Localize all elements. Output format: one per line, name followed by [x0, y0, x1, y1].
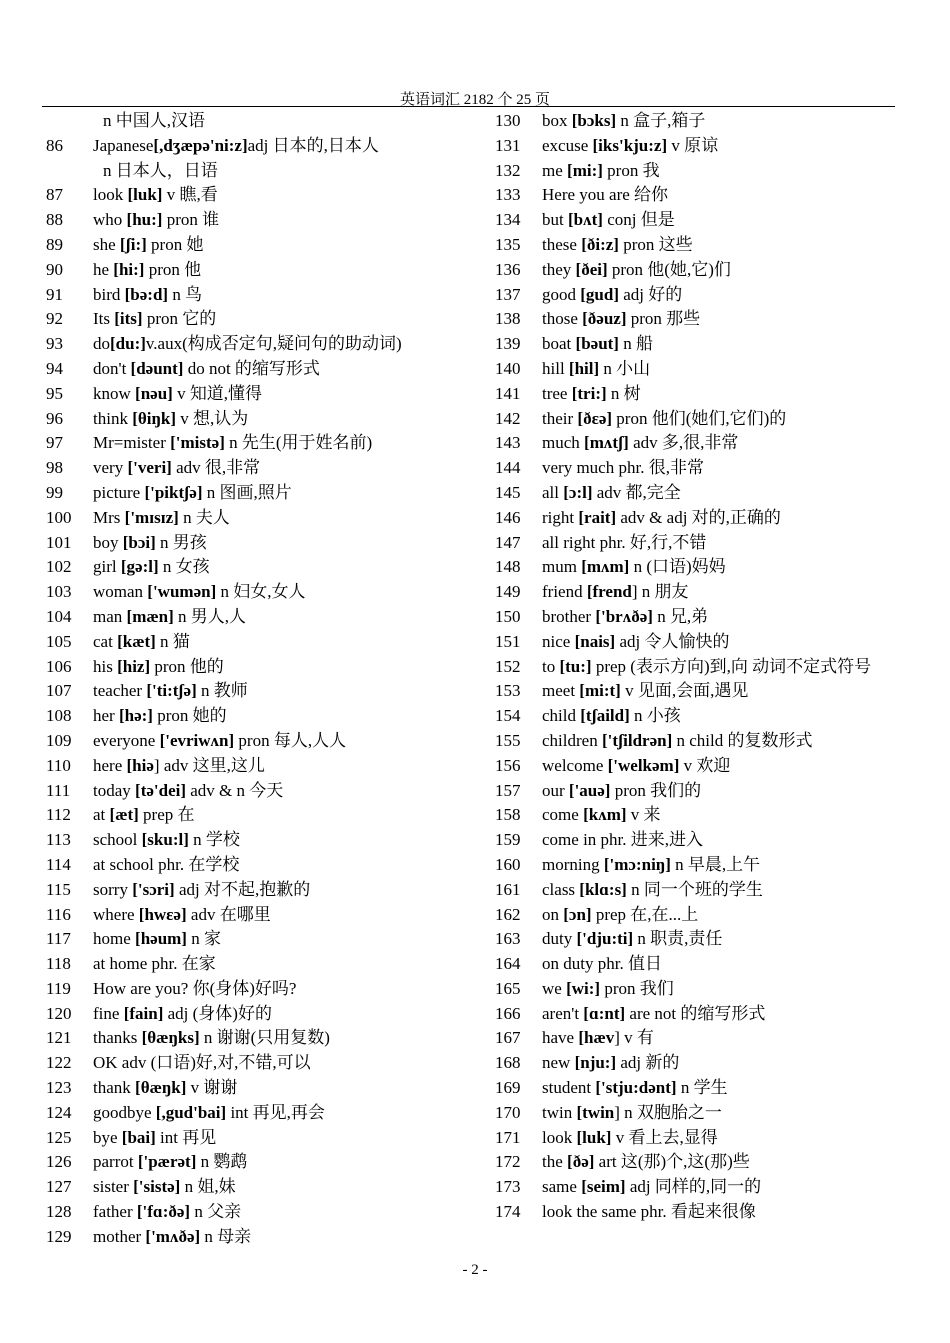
- entry-text: very much phr. 很,非常: [542, 458, 704, 478]
- entry-text: her [hə:] pron 她的: [93, 706, 227, 726]
- entry-number: 89: [46, 234, 63, 254]
- entry-number: 99: [46, 482, 63, 502]
- vocab-entry: [46, 357, 486, 382]
- entry-number: 127: [46, 1177, 72, 1197]
- vocab-entry: [495, 1026, 905, 1051]
- entry-text: n 日本人，日语: [103, 160, 218, 180]
- entry-number: 93: [46, 334, 63, 354]
- entry-text: at home phr. 在家: [93, 954, 216, 974]
- entry-text: class [klɑ:s] n 同一个班的学生: [542, 879, 763, 899]
- entry-number: 160: [495, 854, 521, 874]
- entry-number: 151: [495, 631, 521, 651]
- vocab-entry: [46, 283, 486, 308]
- entry-number: 111: [46, 780, 71, 800]
- vocab-entry: [495, 531, 905, 556]
- entry-text: don't [dəunt] do not 的缩写形式: [93, 358, 320, 378]
- entry-text: tree [tri:] n 树: [542, 383, 641, 403]
- vocab-entry: [495, 1076, 905, 1101]
- entry-number: 144: [495, 458, 521, 478]
- entry-text: meet [mi:t] v 见面,会面,遇见: [542, 681, 749, 701]
- entry-text: bye [bai] int 再见: [93, 1127, 217, 1147]
- entry-number: 149: [495, 582, 521, 602]
- entry-number: 172: [495, 1152, 521, 1172]
- entry-text: everyone ['evriwʌn] pron 每人,人人: [93, 730, 347, 750]
- entry-text: the [ðə] art 这(那)个,这(那)些: [542, 1152, 750, 1172]
- entry-number: 162: [495, 904, 521, 924]
- entry-number: 121: [46, 1028, 72, 1048]
- right-column: [495, 109, 905, 1225]
- vocab-entry: [46, 307, 486, 332]
- vocab-entry: [495, 456, 905, 481]
- entry-text: man [mæn] n 男人,人: [93, 606, 246, 626]
- entry-text: Here you are 给你: [542, 185, 669, 205]
- entry-number: 98: [46, 458, 63, 478]
- entry-number: 163: [495, 929, 521, 949]
- vocab-entry: [46, 853, 486, 878]
- vocab-entry: [495, 952, 905, 977]
- entry-number: 140: [495, 358, 521, 378]
- entry-text: sorry ['sɔri] adj 对不起,抱歉的: [93, 879, 311, 899]
- vocab-entry: [495, 580, 905, 605]
- entry-number: 148: [495, 557, 521, 577]
- vocab-entry: [46, 605, 486, 630]
- entry-text: at school phr. 在学校: [93, 854, 240, 874]
- entry-number: 168: [495, 1053, 521, 1073]
- vocab-entry: [46, 1076, 486, 1101]
- vocab-entry: [495, 1051, 905, 1076]
- vocab-entry: [46, 481, 486, 506]
- entry-number: 166: [495, 1003, 521, 1023]
- entry-number: [46, 159, 93, 184]
- vocab-entry: [46, 878, 486, 903]
- entry-number: 154: [495, 706, 521, 726]
- entry-number: 105: [46, 631, 72, 651]
- vocab-entry: [495, 853, 905, 878]
- entry-number: 164: [495, 954, 521, 974]
- entry-number: 122: [46, 1053, 72, 1073]
- vocab-entry: [46, 531, 486, 556]
- vocab-entry: [46, 754, 486, 779]
- vocab-entry: [495, 1200, 905, 1225]
- entry-number: 90: [46, 259, 63, 279]
- entry-text: look [luk] v 瞧,看: [93, 185, 218, 205]
- vocab-entry: [495, 431, 905, 456]
- entry-text: at [æt] prep 在: [93, 805, 195, 825]
- entry-text: come [kʌm] v 来: [542, 805, 661, 825]
- entry-number: 130: [495, 111, 521, 130]
- vocab-entry: [46, 1002, 486, 1027]
- entry-number: 171: [495, 1127, 521, 1147]
- vocab-entry: [495, 283, 905, 308]
- entry-number: 101: [46, 532, 72, 552]
- entry-number: 147: [495, 532, 521, 552]
- entry-number: 165: [495, 978, 521, 998]
- entry-text: thanks [θæŋks] n 谢谢(只用复数): [93, 1028, 330, 1048]
- entry-text: our ['auə] pron 我们的: [542, 780, 702, 800]
- entry-number: 145: [495, 482, 521, 502]
- entry-number: 91: [46, 284, 63, 304]
- entry-text: same [seim] adj 同样的,同一的: [542, 1177, 762, 1197]
- entry-text: his [hiz] pron 他的: [93, 656, 224, 676]
- entry-text: all right phr. 好,行,不错: [542, 532, 707, 552]
- vocab-entry: [495, 407, 905, 432]
- vocab-entry: [46, 134, 486, 159]
- entry-text: home [həum] n 家: [93, 929, 221, 949]
- entry-text: girl [gə:l] n 女孩: [93, 557, 210, 577]
- left-column: [46, 109, 486, 1250]
- entry-number: 107: [46, 681, 72, 701]
- vocab-entry: [46, 977, 486, 1002]
- entry-number: 128: [46, 1202, 72, 1222]
- vocab-entry: [495, 630, 905, 655]
- header-rule: [42, 106, 895, 107]
- entry-number: 124: [46, 1102, 72, 1122]
- entry-text: friend [frend] n 朋友: [542, 582, 689, 602]
- vocab-entry: [46, 208, 486, 233]
- vocab-entry: [46, 630, 486, 655]
- entry-number: 152: [495, 656, 521, 676]
- vocab-entry: [46, 159, 486, 184]
- vocab-entry: [46, 109, 486, 134]
- vocab-entry: [495, 779, 905, 804]
- entry-text: fine [fain] adj (身体)好的: [93, 1003, 272, 1023]
- entry-text: those [ðəuz] pron 那些: [542, 309, 701, 329]
- entry-text: father ['fɑ:ðə] n 父亲: [93, 1202, 242, 1222]
- vocab-entry: [495, 183, 905, 208]
- entry-number: 92: [46, 309, 63, 329]
- entry-text: box [bɔks] n 盒子,箱子: [542, 111, 706, 130]
- entry-text: who [hu:] pron 谁: [93, 210, 220, 230]
- vocab-entry: [495, 1101, 905, 1126]
- entry-number: 96: [46, 408, 63, 428]
- entry-text: he [hi:] pron 他: [93, 259, 202, 279]
- entry-number: 109: [46, 730, 72, 750]
- vocab-entry: [495, 555, 905, 580]
- entry-text: bird [bə:d] n 鸟: [93, 284, 203, 304]
- vocab-entry: [495, 134, 905, 159]
- entry-text: cat [kæt] n 猫: [93, 631, 190, 651]
- entry-number: [46, 109, 93, 134]
- entry-number: 103: [46, 582, 72, 602]
- entry-text: nice [nais] adj 令人愉快的: [542, 631, 730, 651]
- entry-text: child [tʃaild] n 小孩: [542, 706, 681, 726]
- entry-number: 116: [46, 904, 71, 924]
- entry-number: 125: [46, 1127, 72, 1147]
- entry-text: thank [θæŋk] v 谢谢: [93, 1078, 238, 1098]
- entry-number: 114: [46, 854, 71, 874]
- vocab-entry: [46, 679, 486, 704]
- entry-text: boat [bəut] n 船: [542, 334, 653, 354]
- entry-number: 129: [46, 1226, 72, 1246]
- vocab-entry: [46, 431, 486, 456]
- entry-number: 133: [495, 185, 521, 205]
- entry-text: Mr=mister ['mistə] n 先生(用于姓名前): [93, 433, 373, 453]
- vocab-entry: [495, 803, 905, 828]
- entry-text: good [gud] adj 好的: [542, 284, 683, 304]
- entry-number: 139: [495, 334, 521, 354]
- entry-number: 150: [495, 606, 521, 626]
- entry-text: woman ['wumən] n 妇女,女人: [93, 582, 306, 602]
- vocab-entry: [46, 1225, 486, 1250]
- entry-text: picture ['piktʃə] n 图画,照片: [93, 482, 292, 502]
- vocab-entry: [495, 357, 905, 382]
- vocab-entry: [46, 456, 486, 481]
- entry-text: children ['tʃildrən] n child 的复数形式: [542, 730, 813, 750]
- vocab-entry: [46, 258, 486, 283]
- entry-number: 161: [495, 879, 521, 899]
- vocab-entry: [495, 307, 905, 332]
- vocab-entry: [495, 605, 905, 630]
- vocab-entry: [495, 258, 905, 283]
- page-number: - 2 -: [462, 1262, 488, 1278]
- vocab-entry: [46, 1126, 486, 1151]
- vocab-entry: [46, 655, 486, 680]
- entry-number: 131: [495, 135, 521, 155]
- vocab-entry: [46, 1026, 486, 1051]
- entry-number: 134: [495, 210, 521, 230]
- vocab-entry: [495, 1126, 905, 1151]
- entry-text: they [ðei] pron 他(她,它)们: [542, 259, 731, 279]
- vocab-entry: [495, 828, 905, 853]
- vocab-entry: [495, 977, 905, 1002]
- vocab-entry: [46, 506, 486, 531]
- entry-text: hill [hil] n 小山: [542, 358, 651, 378]
- entry-number: 146: [495, 507, 521, 527]
- vocab-entry: [46, 382, 486, 407]
- entry-number: 120: [46, 1003, 72, 1023]
- entry-text: these [ði:z] pron 这些: [542, 234, 693, 254]
- vocab-entry: [46, 332, 486, 357]
- entry-number: 88: [46, 210, 63, 230]
- entry-number: 155: [495, 730, 521, 750]
- entry-text: very ['veri] adv 很,非常: [93, 458, 261, 478]
- entry-number: 157: [495, 780, 521, 800]
- entry-text: know [nəu] v 知道,懂得: [93, 383, 263, 403]
- entry-text: brother ['brʌðə] n 兄,弟: [542, 606, 709, 626]
- entry-number: 142: [495, 408, 521, 428]
- entry-text: much [mʌtʃ] adv 多,很,非常: [542, 433, 739, 453]
- entry-text: to [tu:] prep (表示方向)到,向 动词不定式符号: [542, 656, 872, 676]
- entry-text: n 中国人,汉语: [103, 111, 205, 130]
- entry-number: 156: [495, 755, 521, 775]
- entry-text: twin [twin] n 双胞胎之一: [542, 1102, 722, 1122]
- vocab-entry: [46, 233, 486, 258]
- entry-text: on duty phr. 值日: [542, 954, 662, 974]
- vocab-entry: [495, 109, 905, 134]
- entry-number: 141: [495, 383, 521, 403]
- vocab-entry: [495, 1002, 905, 1027]
- entry-text: look [luk] v 看上去,显得: [542, 1127, 718, 1147]
- entry-number: 95: [46, 383, 63, 403]
- entry-text: duty ['dju:ti] n 职责,责任: [542, 929, 723, 949]
- entry-text: here [hiə] adv 这里,这儿: [93, 755, 265, 775]
- vocab-entry: [495, 655, 905, 680]
- vocab-entry: [46, 1051, 486, 1076]
- entry-number: 123: [46, 1078, 72, 1098]
- entry-number: 97: [46, 433, 63, 453]
- entry-text: look the same phr. 看起来很像: [542, 1202, 756, 1222]
- vocab-entry: [46, 183, 486, 208]
- entry-text: on [ɔn] prep 在,在...上: [542, 904, 699, 924]
- entry-text: How are you? 你(身体)好吗?: [93, 978, 297, 998]
- vocab-entry: [495, 754, 905, 779]
- entry-text: we [wi:] pron 我们: [542, 978, 674, 998]
- entry-text: Mrs ['mɪsɪz] n 夫人: [93, 507, 230, 527]
- entry-text: school [sku:l] n 学校: [93, 830, 240, 850]
- vocab-entry: [46, 729, 486, 754]
- entry-number: 135: [495, 234, 521, 254]
- entry-text: mother ['mʌðə] n 母亲: [93, 1226, 252, 1246]
- vocab-entry: [495, 382, 905, 407]
- entry-text: boy [bɔi] n 男孩: [93, 532, 207, 552]
- entry-text: today [tə'dei] adv & n 今天: [93, 780, 284, 800]
- entry-number: 119: [46, 978, 71, 998]
- entry-number: 153: [495, 681, 521, 701]
- vocab-entry: [46, 580, 486, 605]
- vocab-entry: [46, 779, 486, 804]
- entry-number: 100: [46, 507, 72, 527]
- entry-text: teacher ['ti:tʃə] n 教师: [93, 681, 248, 701]
- vocab-entry: [495, 1150, 905, 1175]
- entry-text: OK adv (口语)好,对,不错,可以: [93, 1053, 311, 1073]
- vocab-entry: [495, 1175, 905, 1200]
- entry-text: welcome ['welkəm] v 欢迎: [542, 755, 731, 775]
- entry-number: 158: [495, 805, 521, 825]
- vocab-entry: [495, 159, 905, 184]
- entry-text: right [rait] adv & adj 对的,正确的: [542, 507, 781, 527]
- vocab-entry: [495, 878, 905, 903]
- vocab-entry: [495, 903, 905, 928]
- entry-text: sister ['sistə] n 姐,妹: [93, 1177, 236, 1197]
- entry-number: 108: [46, 706, 72, 726]
- entry-text: where [hwεə] adv 在哪里: [93, 904, 271, 924]
- entry-number: 169: [495, 1078, 521, 1098]
- vocab-entry: [46, 927, 486, 952]
- entry-text: their [ðεə] pron 他们(她们,它们)的: [542, 408, 787, 428]
- vocab-entry: [495, 729, 905, 754]
- vocab-entry: [46, 828, 486, 853]
- entry-text: me [mi:] pron 我: [542, 160, 660, 180]
- page-header: 英语词汇 2182 个 25 页: [399, 92, 550, 108]
- entry-number: 94: [46, 358, 63, 378]
- vocab-entry: [495, 481, 905, 506]
- entry-text: she [ʃi:] pron 她: [93, 234, 204, 254]
- entry-text: come in phr. 进来,进入: [542, 830, 704, 850]
- vocab-entry: [46, 903, 486, 928]
- entry-text: do[du:]v.aux(构成否定句,疑问句的助动词): [93, 334, 402, 354]
- vocab-entry: [46, 704, 486, 729]
- entry-number: 126: [46, 1152, 72, 1172]
- entry-text: think [θiŋk] v 想,认为: [93, 408, 249, 428]
- entry-text: all [ɔ:l] adv 都,完全: [542, 482, 681, 502]
- vocab-entry: [46, 1101, 486, 1126]
- entry-text: Japanese[,dʒæpə'ni:z]adj 日本的,日本人: [93, 135, 379, 155]
- entry-text: new [nju:] adj 新的: [542, 1053, 680, 1073]
- vocab-entry: [495, 679, 905, 704]
- entry-text: but [bʌt] conj 但是: [542, 210, 675, 230]
- entry-number: 115: [46, 879, 71, 899]
- vocab-entry: [495, 233, 905, 258]
- vocab-entry: [495, 332, 905, 357]
- entry-text: Its [its] pron 它的: [93, 309, 217, 329]
- vocab-entry: [495, 927, 905, 952]
- entry-number: 136: [495, 259, 521, 279]
- entry-text: mum [mʌm] n (口语)妈妈: [542, 557, 726, 577]
- entry-number: 132: [495, 160, 521, 180]
- entry-number: 138: [495, 309, 521, 329]
- vocab-entry: [46, 1200, 486, 1225]
- entry-text: morning ['mɔ:niŋ] n 早晨,上午: [542, 854, 761, 874]
- entry-number: 106: [46, 656, 72, 676]
- entry-number: 112: [46, 805, 71, 825]
- entry-number: 174: [495, 1202, 521, 1222]
- vocab-entry: [495, 208, 905, 233]
- entry-number: 143: [495, 433, 521, 453]
- entry-number: 102: [46, 557, 72, 577]
- entry-number: 159: [495, 830, 521, 850]
- entry-text: excuse [iks'kju:z] v 原谅: [542, 135, 719, 155]
- vocab-entry: [46, 952, 486, 977]
- entry-number: 118: [46, 954, 71, 974]
- vocab-entry: [46, 555, 486, 580]
- entry-number: 173: [495, 1177, 521, 1197]
- entry-number: 170: [495, 1102, 521, 1122]
- vocab-entry: [46, 407, 486, 432]
- vocab-entry: [495, 506, 905, 531]
- entry-text: aren't [ɑ:nt] are not 的缩写形式: [542, 1003, 766, 1023]
- vocab-entry: [46, 1175, 486, 1200]
- entry-text: goodbye [,gud'bai] int 再见,再会: [93, 1102, 325, 1122]
- entry-number: 87: [46, 185, 63, 205]
- entry-number: 110: [46, 755, 71, 775]
- entry-number: 86: [46, 135, 63, 155]
- vocab-entry: [46, 803, 486, 828]
- entry-number: 137: [495, 284, 521, 304]
- entry-text: have [hæv] v 有: [542, 1028, 654, 1048]
- entry-text: student ['stju:dənt] n 学生: [542, 1078, 728, 1098]
- entry-text: parrot ['pærət] n 鹦鹉: [93, 1152, 248, 1172]
- entry-number: 167: [495, 1028, 521, 1048]
- vocab-entry: [495, 704, 905, 729]
- entry-number: 113: [46, 830, 71, 850]
- entry-number: 117: [46, 929, 71, 949]
- entry-number: 104: [46, 606, 72, 626]
- vocab-entry: [46, 1150, 486, 1175]
